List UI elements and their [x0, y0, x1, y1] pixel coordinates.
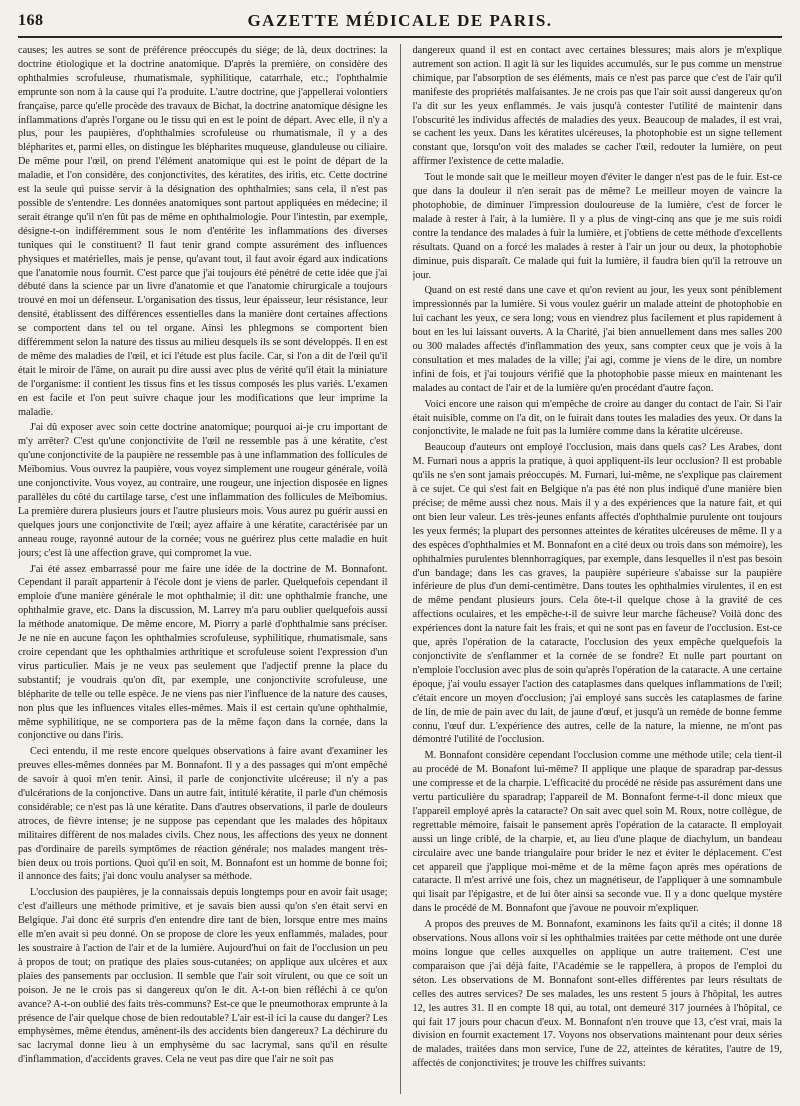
paragraph: Beaucoup d'auteurs ont employé l'occlusion, mais dans quels cas? Les Arabes, dont M. Furnari nous a appris la pratique, à quoi appliquent-ils leur occlusion? Il est probable qu'ils ne s'en sont jamais préoccupés. M. Furnari, lui-même, ne s'explique pas clairement à ce sujet. Ce qui s'est fait en Belgique n'a pas été non plus indiqué d'une manière bien précise; de même aussi chez nous. Mais il y a des expériences que la nature fait, et qui ont bien leur valeur. Les très-jeunes enfants affectés d'ophthalmie purulente ont toujours les yeux fermés; la plupart des personnes atteintes de kératites ulcéreuses de même. Il y a des espèces d'ophthalmies et M. Bonnafont en a cité deux ou trois dans son mémoire), les ophthalmies purulentes blennhorragiques, par exemple, dans lesquelles il n'est pas besoin d'un bandage; dans les cas graves, la paupière supérieure s'abaisse sur la paupière inférieure de plus d'un demi-centimètre. Dans toutes les ophthalmies virulentes, il en est de même pendant plusieurs jours. Cela ôte-t-il quelque chose à la gravité de ces affections oculaires, et les empêche-t-il de suivre leur marche fâcheuse? Voilà donc des expériences dont la nature fait les frais, et qui ne sont pas en faveur de l'occlusion. Est-ce que, après l'opération de la cataracte, l'occlusion des yeux empêche quelquefois la conjonctivite de s'enflammer et la cornée de se fondre? Et nulle part pourtant on n'emploie l'occlusion avec plus de soin qu'après l'opération de la cataracte. A une certaine époque, j'ai voulu essayer l'action des cataplasmes dans quelques inflammations de l'œil; c'était encore un moyen d'occlusion; j'ai employé sans succès les cataplasmes de farine de lin, de mie de pain avec du lait, de jaune d'œuf, et jusqu'à un remède de bonne femme connu, l'œuf dur. L'expérience des autres, celle de la nature, la mienne, ne m'ont pas démontré l'utilité de l'occlusion.	[412, 442, 782, 746]
page-number: 168	[18, 12, 44, 29]
paragraph: Tout le monde sait que le meilleur moyen d'éviter le danger n'est pas de le fuir. Est-ce que dans la douleur il n'en serait pas de même? Le meilleur moyen de vaincre la photophobie, de diminuer l'impression douloureuse de la lumière, c'est de forcer le malade à rester à l'air, à la lumière. Il y a plus de vingt-cinq ans que je me suis roidi contre la tendance des malades à fuir la lumière, et j'obtiens de cette méthode d'excellents résultats. Quand on a forcé les malades à rester à l'air un jour ou deux, la photophobie diminue, puis disparaît. Ce malade qui fuit la lumière, il faudra bien qu'il la retrouve un jour.	[412, 172, 782, 281]
journal-title: GAZETTE MÉDICALE DE PARIS.	[247, 11, 553, 30]
paragraph: Voici encore une raison qui m'empêche de croire au danger du contact de l'air. Si l'air était nuisible, comme on l'a dit, on le fuirait dans toutes les maladies des yeux. Or dans la conjonctivite, le malade ne fuit pas la lumière comme dans la kératite ulcéreuse.	[412, 398, 782, 438]
left-column	[18, 44, 388, 1094]
paragraph: L'occlusion des paupières, je la connaissais depuis longtemps pour en avoir fait usage; c'est d'ailleurs une méthode primitive, et je savais bien aussi qu'on s'en était servi en Belgique. J'ai donc été surpris d'en entendre dire tant de bien, lorsque entre mes mains elle m'en avait si peu donné. On se propose de clore les yeux enflammés, malades, pour les soustraire à l'action de l'air et de la lumière. Aujourd'hui on fait de l'occlusion un peu à propos de tout; on pratique des plaies sous-cutanées; on applique aux ulcères et aux plaies des pansements par occlusion. Il semble que l'air soit virulent, ou que ce soit un poison. Je ne le crois pas si dangereux qu'on le dit. A-t-on bien réfléchi à ce qu'on avance? A-t-on oublié des faits très-communs? Est-ce que le pneumothorax emprunte à la présence de l'air quelque chose de bien redoutable? L'air est-il ici la cause du danger? Les emphysèmes, même étendus, amènent-ils des accidents bien dangereux? La déchirure du sac lacrymal donne lieu à un emphysème du sac lacrymal, sans qu'il en résulte d'inflammation, d'accidents graves. Cela ne veut pas dire que l'air ne soit pas	[18, 887, 388, 1066]
column-divider	[400, 44, 401, 1094]
page-header	[18, 10, 782, 38]
right-column	[413, 44, 783, 1094]
paragraph: dangereux quand il est en contact avec certaines blessures; mais alors je m'explique autrement son action. Il agit là sur les liquides accumulés, sur le pus comme un menstrue chimique, par l'absorption de ses éléments, mais ce n'est pas parce que c'est de l'air qu'il manifeste des propriétés malfaisantes. Je ne crois pas que l'air soit aussi dangereux qu'on l'a dit sur les yeux enflammés. Je vais jusqu'à contester l'utilité de maintenir dans l'obscurité les individus affectés de maladies des yeux. Beaucoup de malades, il est vrai, se cachent les yeux. Dans les kératites ulcéreuses, la photophobie est un signe tellement constant que, lorsqu'on voit des malades se cacher l'œil, redouter la lumière, on peut affirmer l'existence de cette maladie.	[412, 45, 782, 168]
paragraph: M. Bonnafont considère cependant l'occlusion comme une méthode utile; cela tient-il au procédé de M. Bonafont lui-même? Il applique une plaque de sparadrap par-dessus une compresse et de la charpie. L'efficacité du procédé ne réside pas assurément dans une vertu particulière du sparadrap; l'appareil de M. Bonnafont ferme-t-il donc mieux que l'appareil employé après la cataracte? On sait avec quel soin M. Roux, notre collègue, de regrettable mémoire, faisait le pansement après l'opération de la cataracte. Il employait aussi un linge criblé, de la charpie, et, au lieu d'une plaque de diachylum, un bandeau circulaire avec une bande triangulaire pour brider le nez et éviter le déplacement. C'est cet appareil que j'applique moi-même et de la même façon après mes opérations de cataracte. Il m'est arrivé une fois, chez un magnétiseur, de l'appliquer à une somnambule qui lisait par l'épigastre, et de lui ôter ainsi sa seconde vue. Il y a donc quelque mystère dans le procédé de M. Bonnafont que j'avoue ne pouvoir m'expliquer.	[412, 750, 782, 915]
paragraph: causes; les autres se sont de préférence préoccupés du siége; de là, deux doctrines: la doctrine étiologique et la doctrine anatomique. D'après la première, on considère des ophthalmies scrofuleuse, rhumatismale, syphilitique, catarrhale, etc.; l'ophthalmie emprunte son nom à la cause qui l'a produite. L'autre doctrine, que j'appellerai volontiers française, parce qu'elle procède des travaux de Bichat, la doctrine anatomique désigne les inflammations d'après l'organe ou le tissu qui en est le point de départ. Avec elle, il n'y a plus, pour les paupières, d'ophthalmies scrofuleuse ou rhumatismale, il y a des blépharites et, parmi elles, on distingue les blépharites muqueuse, glanduleuse ou ciliaire. De même pour l'œil, on prend l'élément anatomique qui est le point de départ de la maladie, et l'on considère, des conjonctivites, des kératites, des iritis, etc. Cette doctrine est la seule qui puisse servir à la désignation des ophthalmies; sans cela, il n'est pas possible de s'entendre. Les données anatomiques sont partout appliquées en médecine; il serait étrange qu'il n'en fût pas de même en ophthalmologie. Pour l'intestin, par exemple, désigne-t-on indifféremment sous le nom d'entérite les inflammations des diverses tuniques qui le constituent? Il faut tenir grand compte assurément des influences physiques et matérielles, mais je pense, qu'avant tout, il faut avoir égard aux indications que l'anatomie nous fournit. C'est parce que j'ai toujours été pénétré de cette idée que j'ai débuté dans la science par un livre d'anatomie et que l'anatomie chirurgicale a toujours trouvé en moi un défenseur. L'organisation des tissus, leur épaisseur, leur résistance, leur densité, établissent des différences essentielles dans la manière dont certaines affections se comportent dans tel ou tel organe. Ainsi les phlegmons se comportent bien différemment selon la nature des tissus au milieu desquels ils se sont développés. Il en est de même des maladies de l'œil, et ici l'étude est plus facile. Car, si l'on a dit de l'œil qu'il était le miroir de l'âme, on aurait pu dire aussi avec plus de vérité qu'il était la miniature de l'organisme: il contient les tissus fins et les tissus composés les plus variés. L'examen en est facile et l'on peut suivre chaque jour les modifications que leur imprime la maladie.	[18, 45, 388, 418]
paragraph: J'ai dû exposer avec soin cette doctrine anatomique; pourquoi ai-je cru important de m'y arrêter? C'est qu'une conjonctivite de l'œil ne ressemble pas à une kératite, c'est qu'une conjonctivite de la paupière ne ressemble pas à une inflammation des follicules de Meïbomius. Vous ouvrez la paupière, vous voyez simplement une rougeur générale, voilà une conjonctivite. Vous voyez, au contraire, une rougeur, une injection disposée en lignes parallèles du côté du cartilage tarse, c'est une inflammation des follicules de Meïbomius. La première durera plusieurs jours et l'autre plusieurs mois. Vous aurez pu guérir aussi en quelques jours une conjonctivite de l'œil; ayez affaire à une kératite, caractérisée par un anneau rouge, rayonné autour de la cornée; vous ne guérirez plus cette maladie en huit jours; c'est là une affection grave, qui compromet la vue.	[18, 422, 388, 559]
paragraph: A propos des preuves de M. Bonnafont, examinons les faits qu'il a cités; il donne 18 observations. Nous allons voir si les ophthalmies traitées par cette méthode ont une durée moins longue que celles auxquelles on applique un autre traitement. C'est une comparaison que j'ai déjà faite, l'Académie se le rappellera, à propos de l'emploi du séton. Les observations de M. Bonnafont sont-elles différentes par leurs résultats de celles des autres services? De ses malades, les uns restent 5 jours à l'hôpital, les autres 12, les autres 31. Il en compte 18 qui, au total, ont demeuré 317 journées à l'hôpital, ce qui fait 17 jours pour chacun d'eux. M. Bonnafont n'en trouve que 13, c'est vrai, mais la division en fournit exactement 17. Voyons nos observations maintenant pour deux séries de malades, traitées dans mon service, l'une de 22, atteintes de kératites, l'autre de 19, affectés de conjonctivites; je trouve les chiffres suivants:	[412, 919, 782, 1070]
paragraph: Ceci entendu, il me reste encore quelques observations à faire avant d'examiner les preuves elles-mêmes données par M. Bonnafont. Il y a des passages qui m'ont empêché de savoir à quoi m'en tenir. Ainsi, il parle de conjonctivite ulcéreuse; il n'y a pas d'ulcérations de la conjonctive. Dans un autre fait, intitulé kératite, il parle d'un chémosis considérable; ce n'est pas là une kératite. Dans d'autres observations, il parle de douleurs atroces, de fièvre intense; je ne suppose pas cependant que les malades des hôpitaux militaires diffèrent de nos malades civils. Chez nous, les affections des yeux ne donnent pas d'ordinaire de pareils symptômes de réaction générale; nos malades mangent très-bien deux ou trois portions. Quoi qu'il en soit, M. Bonnafont est un homme de bonne foi; il annonce des faits; j'ai donc voulu analyser sa méthode.	[18, 746, 388, 883]
text-columns	[18, 44, 782, 1094]
paragraph: J'ai été assez embarrassé pour me faire une idée de la doctrine de M. Bonnafont. Cependant il paraît appartenir à l'école dont je viens de parler. Quelquefois cependant il emploie d'une manière générale le mot ophthalmie; il dit: une ophthalmie franche, une ophthalmie grave, etc. Dans la discussion, M. Larrey m'a paru oublier quelquefois aussi la méthode anatomique. De même encore, M. Piorry a parlé d'ophthalmie sans préciser. Je ne nie en aucune façon les ophthalmies scrofuleuse, syphilitique, rhumatismale, sans croire cependant que les ophthalmies arthritique et scrofuleuse soient l'expression d'un virus particulier. Mais je ne veux pas seulement que l'adjectif prenne la place du substantif; je voudrais qu'on dît, par exemple, une conjonctivite scrofuleuse, une blépharite de telle ou telle espèce. Je ne viens pas nier l'influence de la nature des causes, non plus que les influences vitales elles-mêmes. Mais il est certain qu'une ophthalmie, même syphilitique, ne se comportera pas de la même façon dans la cornée, dans la conjonctive ou dans l'iris.	[18, 563, 388, 742]
paragraph: Quand on est resté dans une cave et qu'on revient au jour, les yeux sont péniblement impressionnés par la lumière. Si vous voulez guérir un malade atteint de photophobie en lui cachant les yeux, ce sera long; vous en viendrez plus facilement et plus rapidement à bout en les lui laissant ouverts. A la Charité, j'ai bien annuellement dans mes salles 200 ou 300 malades affectés d'inflammation des yeux, sans compter ceux que je vois à la consultation et mes malades de la ville; j'ai agi, comme je viens de le dire, un nombre infini de fois, et j'ai toujours vérifié que la photophobie passe mieux en maintenant les malades au contact de l'air et de la lumière qu'en procédant d'autre façon.	[412, 285, 782, 394]
